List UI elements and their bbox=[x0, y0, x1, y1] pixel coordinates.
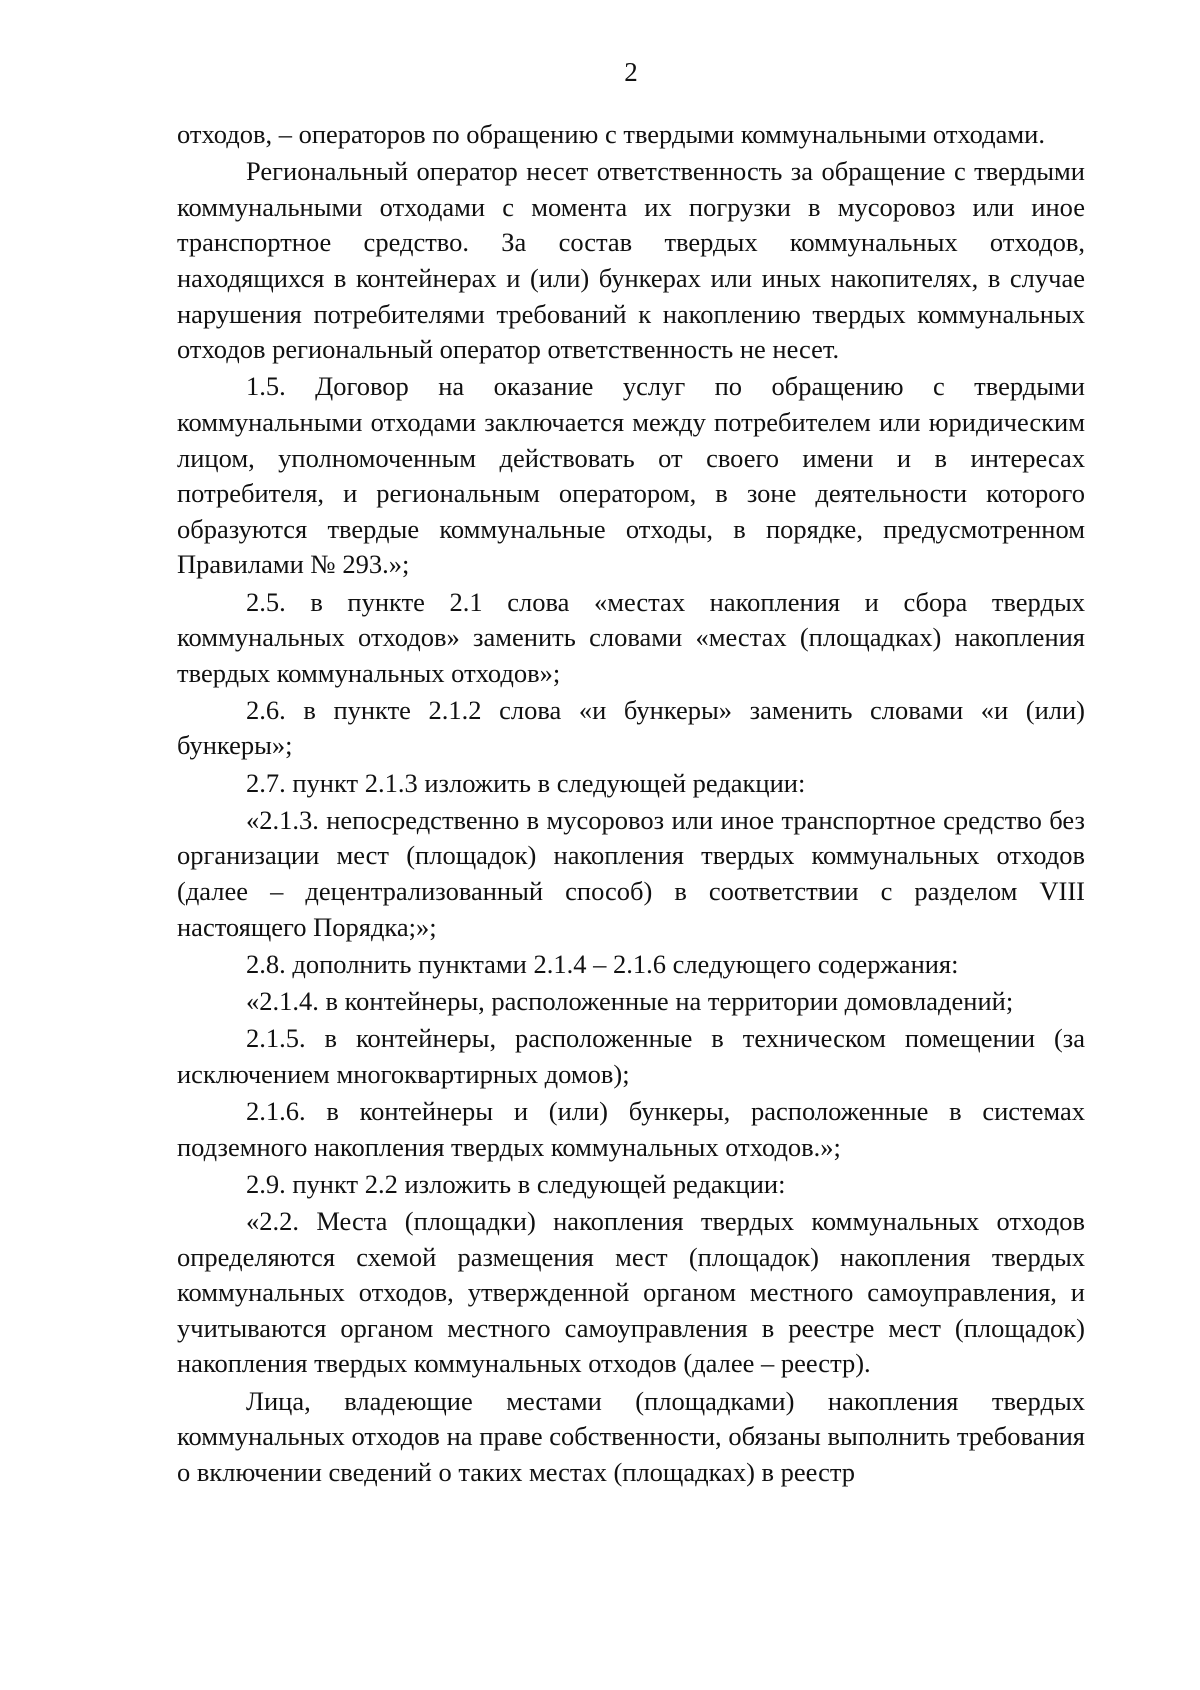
paragraph-1-5-contract: 1.5. Договор на оказание услуг по обращению с твердыми коммунальными отходами заключается между потребителем или юридическим лицом, уполномоченным действовать от своего имени и в интересах потребителя, и региональным оператором, в зоне деятельности которого образуются твердые коммунальные отходы, в порядке, предусмотренном Правилами № 293.»; bbox=[177, 371, 1085, 580]
document-body bbox=[177, 117, 1085, 1492]
paragraph-2-2-places: «2.2. Места (площадки) накопления твердых коммунальных отходов определяются схемой размещения мест (площадок) накопления твердых коммунальных отходов, утвержденной органом местного самоуправления, и учитываются органом местного самоуправления в реестре мест (площадок) накопления твердых коммунальных отходов (далее – реестр). bbox=[177, 1205, 1085, 1379]
paragraph-2-7: 2.7. пункт 2.1.3 изложить в следующей редакции: bbox=[246, 767, 806, 798]
paragraph-2-5: 2.5. в пункте 2.1 слова «местах накопления и сбора твердых коммунальных отходов» заменить словами «местах (площадках) накопления твердых коммунальных отходов»; bbox=[177, 586, 1085, 688]
paragraph-2-1-5: 2.1.5. в контейнеры, расположенные в техническом помещении (за исключением многоквартирных домов); bbox=[177, 1023, 1085, 1089]
paragraph-owners-obligation: Лица, владеющие местами (площадками) накопления твердых коммунальных отходов на праве собственности, обязаны выполнить требования о включении сведений о таких местах (площадках) в реестр bbox=[177, 1385, 1085, 1487]
paragraph-2-9: 2.9. пункт 2.2 изложить в следующей редакции: bbox=[246, 1168, 786, 1199]
paragraph-2-1-6: 2.1.6. в контейнеры и (или) бункеры, расположенные в системах подземного накопления твердых коммунальных отходов.»; bbox=[177, 1095, 1085, 1162]
paragraph-2-8: 2.8. дополнить пунктами 2.1.4 – 2.1.6 следующего содержания: bbox=[246, 948, 959, 979]
paragraph-2-1-4: «2.1.4. в контейнеры, расположенные на территории домовладений; bbox=[246, 986, 1014, 1016]
paragraph-continuation: отходов, – операторов по обращению с твердыми коммунальными отходами. bbox=[177, 119, 1045, 149]
paragraph-regional-operator-responsibility: Региональный оператор несет ответственность за обращение с твердыми коммунальными отходами с момента их погрузки в мусоровоз или иное транспортное средство. За состав твердых коммунальных отходов, находящихся в контейнерах и (или) бункерах или иных накопителях, в случае нарушения потребителями требований к накоплению твердых коммунальных отходов региональный оператор ответственность не несет. bbox=[177, 156, 1085, 365]
paragraph-2-1-3: «2.1.3. непосредственно в мусоровоз или иное транспортное средство без организации мест (площадок) накопления твердых коммунальных отходов (далее – децентрализованный способ) в соответствии с разделом VIII настоящего Порядка;»; bbox=[177, 804, 1085, 942]
page-number: 2 bbox=[624, 57, 638, 87]
paragraph-2-6: 2.6. в пункте 2.1.2 слова «и бункеры» заменить словами «и (или) бункеры»; bbox=[177, 694, 1085, 761]
